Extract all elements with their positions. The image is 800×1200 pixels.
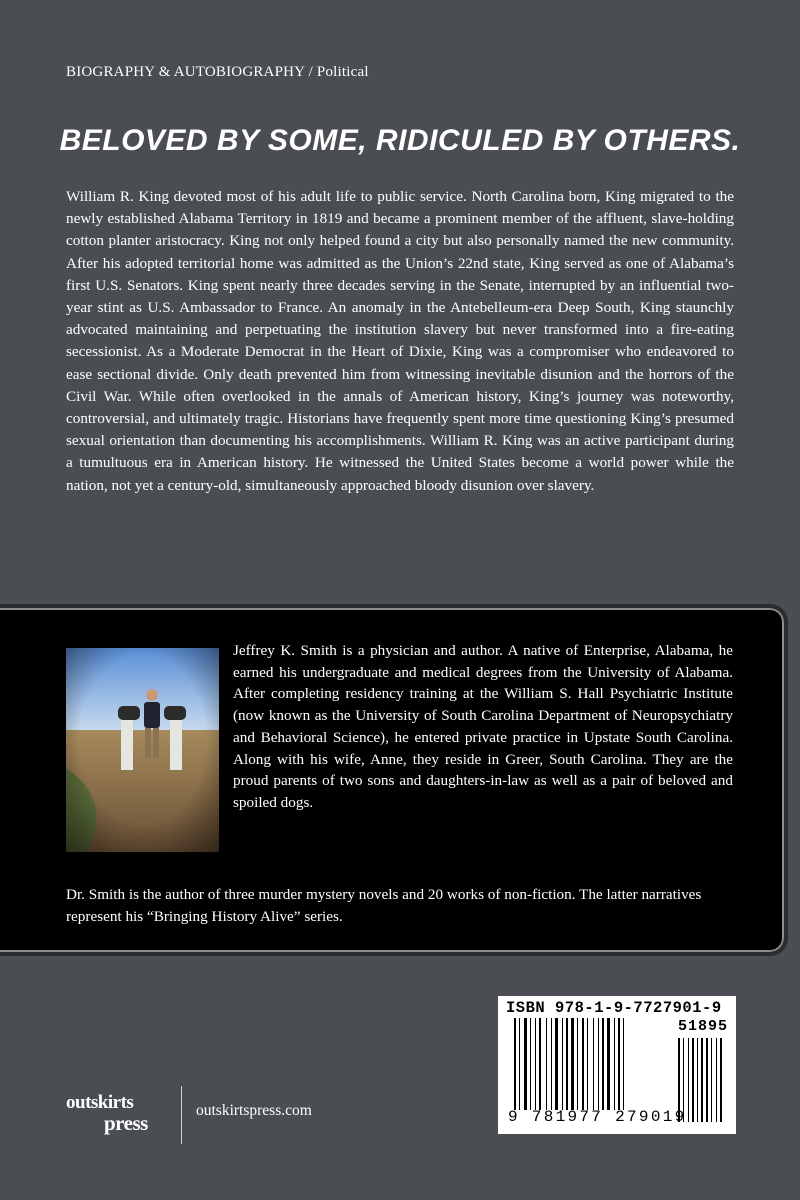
author-photo: [66, 648, 219, 852]
isbn-digits: 9 781977 279019: [508, 1108, 687, 1126]
book-description: William R. King devoted most of his adult life to public service. North Carolina born, King migrated to the newly established Alabama Territory in 1819 and became a prominent member of the affluent, slave-holding cotton planter aristocracy. King not only helped found a city but also personally named the new community. After his adopted territorial home was admitted as the Union’s 22nd state, King served as one of Alabama’s first U.S. Senators. King spent nearly three decades serving in the Senate, interrupted by an influential two-year stint as U.S. Ambassador to France. An anomaly in the Antebelleum-era Deep South, King staunchly advocated maintaining and perpetuating the institution slavery but never transformed into a fire-eating secessionist. As a Moderate Democrat in the Heart of Dixie, King was a compromiser who endeavored to ease sectional divide. Only death prevented him from witnessing inevitable disunion and the horrors of the Civil War. While often overlooked in the annals of American history, King’s journey was noteworthy, controversial, and ultimately tragic. Historians have frequently spent more time questioning King’s presumed sexual orientation than documenting his accomplishments. William R. King was an active participant during a tumultuous era in American history. He witnessed the United States become a world power while the nation, not yet a century-old, simultaneously approached bloody disunion over slavery.: [66, 188, 734, 494]
isbn-barcode: [498, 996, 736, 1134]
publisher-url: outskirtspress.com: [196, 1102, 312, 1119]
divider: [181, 1086, 182, 1144]
logo-bottom-text: press: [104, 1111, 148, 1135]
author-bio: Jeffrey K. Smith is a physician and author. A native of Enterprise, Alabama, he earned his undergraduate and medical degrees from the University of Alabama. After completing residency training at the William S. Hall Psychiatric Institute (now known as the University of South Carolina Department of Neuropsychiatry and Behavioral Science), he entered private practice in Upstate South Carolina. Along with his wife, Anne, they reside in Greer, South Carolina. They are the proud parents of two sons and daughters-in-law as well as a pair of beloved and spoiled dogs.: [233, 642, 733, 811]
logo-top-text: outskirts: [66, 1092, 134, 1113]
author-works: Dr. Smith is the author of three murder mystery novels and 20 works of non-fiction. The latter narratives represent his “Bringing History Alive” series.: [66, 886, 702, 925]
category-label: BIOGRAPHY & AUTOBIOGRAPHY / Political: [66, 64, 369, 80]
publisher-logo: [66, 1090, 170, 1146]
isbn-label: ISBN 978-1-9-7727901-9: [506, 999, 722, 1017]
headline: BELOVED BY SOME, RIDICULED BY OTHERS.: [59, 124, 741, 157]
isbn-addon: 51895: [678, 1018, 729, 1035]
